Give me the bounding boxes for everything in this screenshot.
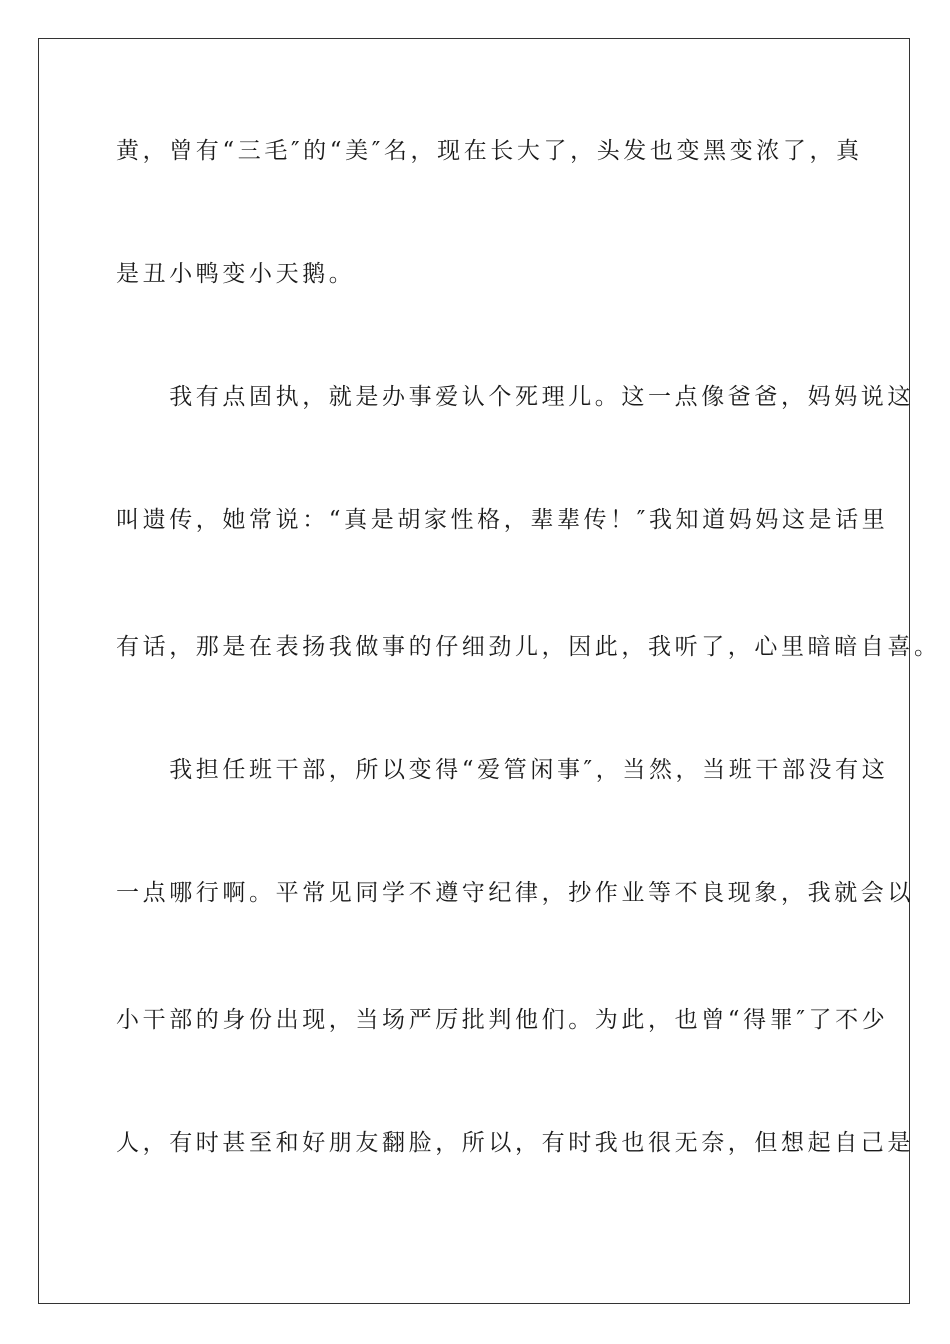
text-line-2: 是丑小鸭变小天鹅。	[116, 261, 356, 287]
text-line-6: 我担任班干部，所以变得“爱管闲事″，当然，当班干部没有这	[116, 757, 889, 783]
page-border	[38, 38, 941, 1304]
text-line-5: 有话，那是在表扬我做事的仔细劲儿，因此，我听了，心里暗暗自喜。	[116, 634, 941, 660]
text-line-1: 黄，曾有“三毛″的“美″名，现在长大了，头发也变黑变浓了，真	[116, 138, 863, 164]
text-line-9: 人，有时甚至和好朋友翻脸，所以，有时我也很无奈，但想起自己是	[116, 1130, 914, 1156]
text-line-3: 我有点固执，就是办事爱认个死理儿。这一点像爸爸，妈妈说这	[116, 384, 914, 410]
text-line-8: 小干部的身份出现，当场严厉批判他们。为此，也曾“得罪″了不少	[116, 1007, 889, 1033]
text-line-4: 叫遗传，她常说：“真是胡家性格，辈辈传！″我知道妈妈这是话里	[116, 507, 889, 533]
text-line-7: 一点哪行啊。平常见同学不遵守纪律，抄作业等不良现象，我就会以	[116, 880, 914, 906]
